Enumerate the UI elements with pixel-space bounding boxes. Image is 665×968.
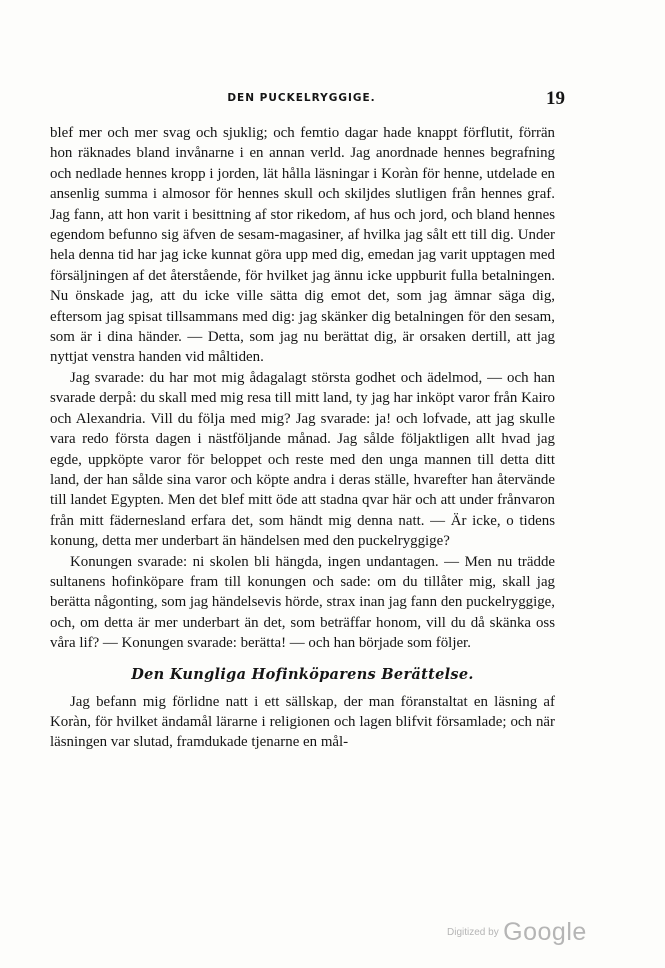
google-logo: Google [503, 918, 587, 946]
paragraph-2: Jag svarade: du har mot mig ådagalagt största godhet och ädelmod, — och han svarade derpå: du skall med mig resa till mitt land, ty jag har inköpt varor från Kairo och Alexandria. Vill du följa med mig? Jag svarade: ja! och lofvade, att jag skulle vara redo första dagen i nästföljande månad. Jag sålde följaktligen allt hvad jag egde, uppköpte varor för beloppet och reste med den unga mannen till detta ditt land, der han sålde sina varor och köpte andra i deras ställe, hvarefter han återvände till landet Egypten. Men det blef mitt öde att stadna qvar här och att under frånvaron från mitt fädernesland erfara det, som händt mig denna natt. — Är icke, o tidens konung, detta mer underbart än händelsen med den puckelryggige? [50, 369, 555, 550]
running-title: DEN PUCKELRYGGIGE. [227, 92, 376, 104]
paragraph-3: Konungen svarade: ni skolen bli hängda, ingen undantagen. — Men nu trädde sultanens hofinköpare fram till konungen och sade: om du tillåter mig, skall jag berätta någonting, som jag händelsevis hörde, strax inan jag fann den puckelryggige, och, om detta är mer underbart än det, som beträffar honom, vill du då skänka oss våra lif? — Konungen svarade: berätta! — och han började som följer. [50, 553, 555, 652]
paragraph-4: Jag befann mig förlidne natt i ett sällskap, der man föranstaltat en läsning af Koràn, för hvilket ändamål lärarne i religionen och lagen blifvit församlade; och när läsningen var slutad, framdukade tjenarne en mål- [50, 693, 555, 751]
running-head [50, 88, 565, 112]
digitized-by-watermark [447, 918, 587, 947]
watermark-digitized-text: Digitized by [447, 927, 499, 938]
section-heading: Den Kungliga Hofinköparens Berättelse. [131, 665, 474, 683]
page-number: 19 [546, 88, 565, 109]
paragraph-1: blef mer och mer svag och sjuklig; och femtio dagar hade knappt förflutit, förrän hon räknades bland invånarne i en annan verld. Jag anordnade hennes begrafning och nedlade hennes kropp i jorden, lät hålla läsningar i Koràn för henne, utdelade en ansenlig summa i almosor för hennes skull och skiljdes slutligen från hennes graf. Jag fann, att hon varit i besittning af stor rikedom, af hus och jord, och bland hennes egendom befunno sig äfven de sesam-magasiner, af hvilka jag sålt ett till dig. Under hela denna tid har jag icke kunnat göra upp med dig, emedan jag varit upptagen med försäljningen af det återstående, för hvilket jag ännu icke uppburit fulla betalningen. Nu önskade jag, att du icke ville sätta dig emot det, som jag ämnar säga dig, eftersom jag spisat tillsammans med dig: jag skänker dig betalningen för den sesam, som är i dina händer. — Detta, som jag nu berättat dig, är orsaken dertill, att jag nyttjat venstra handen vid måltiden. [50, 125, 555, 366]
body-text [50, 123, 555, 753]
